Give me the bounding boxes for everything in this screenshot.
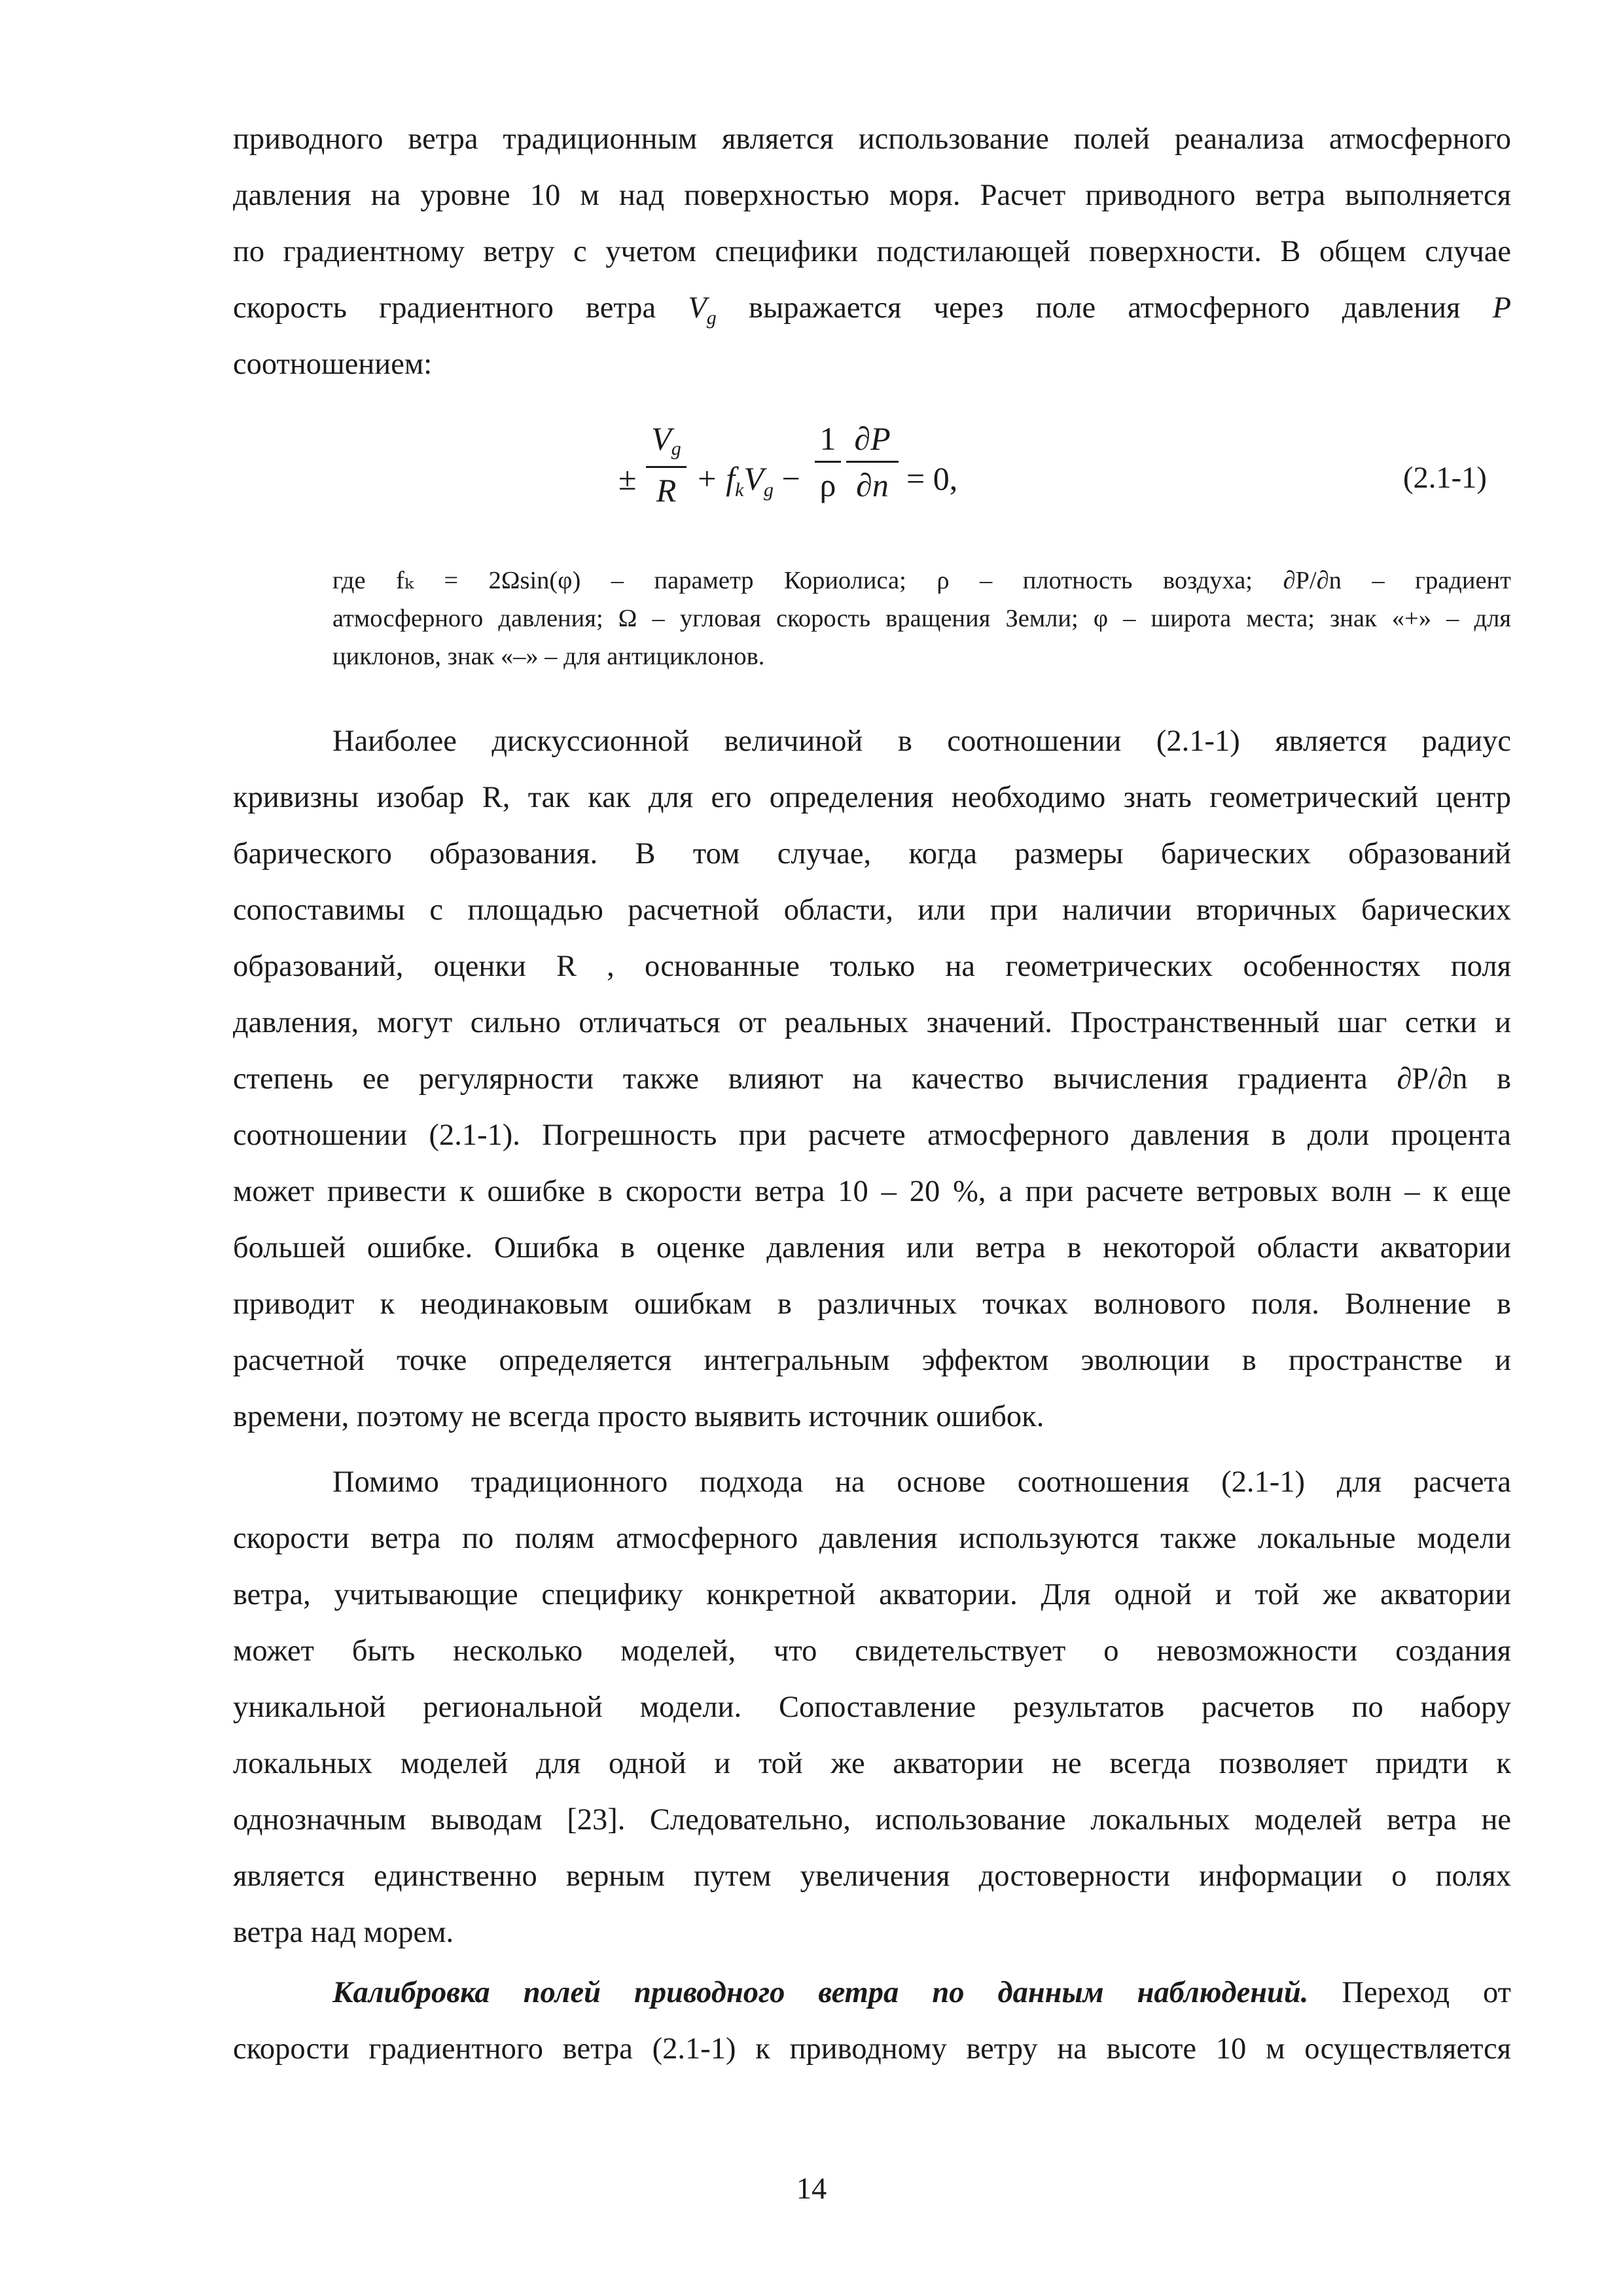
text-line: скорости градиентного ветра (2.1-1) к приводному ветру на высоте 10 м осуществляется	[233, 2032, 1511, 2066]
text-line: сопоставимы с площадью расчетной области, или при наличии вторичных барических	[233, 893, 1511, 927]
coriolis-term: + $f_kV_g$ −	[696, 460, 800, 501]
notation-note	[332, 562, 1511, 675]
text-line: приводит к неодинаковым ошибкам в различных точках волнового поля. Волнение в	[233, 1287, 1511, 1321]
text-line: степень ее регулярности также влияют на качество вычисления градиента ∂P/∂n в	[233, 1062, 1511, 1096]
text-line: приводного ветра традиционным является использование полей реанализа атмосферного	[233, 122, 1511, 156]
text-line: Помимо традиционного подхода на основе соотношения (2.1-1) для расчета	[332, 1465, 1511, 1499]
text-line: может привести к ошибке в скорости ветра 10 – 20 %, а при расчете ветровых волн – к еще	[233, 1175, 1511, 1208]
text-line: ветра, учитывающие специфику конкретной акватории. Для одной и той же акватории	[233, 1578, 1511, 1611]
text-line: образований, оценки R , основанные только на геометрических особенностях поля	[233, 950, 1511, 983]
text-line: однозначным выводам [23]. Следовательно, использование локальных моделей ветра не	[233, 1803, 1511, 1837]
page-number: 14	[796, 2172, 827, 2206]
text-line: давления на уровне 10 м над поверхностью моря. Расчет приводного ветра выполняется	[233, 179, 1511, 212]
text-line: соотношении (2.1-1). Погрешность при расчете атмосферного давления в доли процента	[233, 1119, 1511, 1152]
intro-paragraph	[233, 111, 1511, 393]
text-line: барического образования. В том случае, когда размеры барических образований	[233, 837, 1511, 870]
paragraph-2	[233, 713, 1511, 1445]
note-line: где fₖ = 2Ωsin(φ) – параметр Кориолиса; ρ – плотность воздуха; ∂P/∂n – градиент	[332, 567, 1511, 594]
equation-rhs: = 0,	[906, 460, 958, 497]
text-line: скорости ветра по полям атмосферного давления используются также локальные модели	[233, 1522, 1511, 1555]
fraction-vg-over-r: Vg R	[646, 419, 687, 510]
text-line: ветра над морем.	[233, 1916, 454, 1949]
text-line: скорость градиентного ветра $V_g$ выражается через поле атмосферного давления P	[233, 291, 1511, 329]
text-line: расчетной точке определяется интегральным эффектом эволюции в пространстве и	[233, 1344, 1511, 1377]
text-line: может быть несколько моделей, что свидетельствует о невозможности создания	[233, 1634, 1511, 1668]
text-line: уникальной региональной модели. Сопоставление результатов расчетов по набору	[233, 1691, 1511, 1724]
text-line: Калибровка полей приводного ветра по данным наблюдений. Переход от	[332, 1976, 1511, 2009]
fraction-dp-over-dn: ∂P ∂n	[846, 419, 899, 505]
paragraph-3	[233, 1454, 1511, 1961]
text-line: давления, могут сильно отличаться от реальных значений. Пространственный шаг сетки и	[233, 1006, 1511, 1039]
note-line: атмосферного давления; Ω – угловая скорость вращения Земли; φ – широта места; знак «+» – для	[332, 605, 1511, 632]
text-line: большей ошибке. Ошибка в оценке давления или ветра в некоторой области акватории	[233, 1231, 1511, 1265]
text-line: времени, поэтому не всегда просто выявить источник ошибок.	[233, 1400, 1044, 1433]
plus-minus-sign: ±	[618, 460, 637, 497]
text-line: кривизны изобар R, так как для его определения необходимо знать геометрический центр	[233, 781, 1511, 814]
section-heading: Калибровка полей приводного ветра по данным наблюдений.	[332, 1976, 1309, 2009]
equation-2-1-1	[618, 419, 1535, 524]
note-line: циклонов, знак «–» – для антициклонов.	[332, 643, 765, 670]
equation-number: (2.1-1)	[1403, 461, 1487, 495]
paragraph-4	[233, 1965, 1511, 2077]
text-line: является единственно верным путем увеличения достоверности информации о полях	[233, 1859, 1511, 1893]
text-line: локальных моделей для одной и той же акватории не всегда позволяет придти к	[233, 1747, 1511, 1780]
text-line: Наиболее дискуссионной величиной в соотношении (2.1-1) является радиус	[332, 725, 1511, 758]
text-line: соотношением:	[233, 348, 433, 381]
text-line: по градиентному ветру с учетом специфики подстилающей поверхности. В общем случае	[233, 235, 1511, 268]
fraction-one-over-rho: 1 ρ	[815, 419, 841, 505]
